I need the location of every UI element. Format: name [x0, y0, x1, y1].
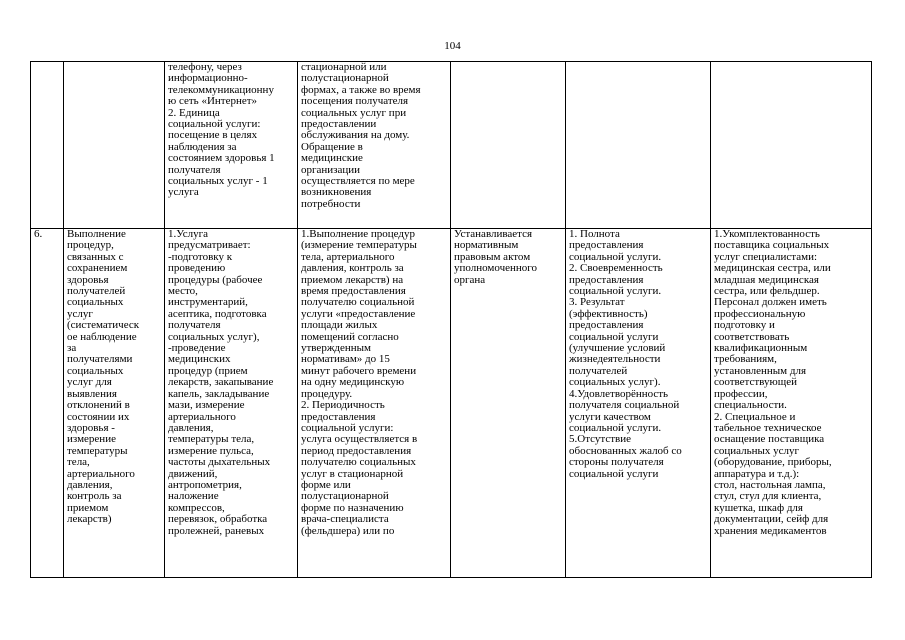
service-terms-cell: стационарной или полустационарной формах, а также во время посещения получателя социальных услуг при предоставлении обслуживания на дому. Обращение в медицинские организации осуществляется по мере возникновения потребности [298, 62, 451, 229]
table-row [31, 229, 872, 578]
quality-indicators-cell: 1. Полнота предоставления социальной услуги. 2. Своевременность предоставления социальной услуги. 3. Результат (эффективность) предоставления социальной услуги (улучшение условий жизнедеятельности получателей социальных услуг). 4.Удовлетворённость получателя социальной услуги качеством социальной услуги. 5.Отсутствие обоснованных жалоб со стороны получателя социальной услуги [566, 229, 711, 578]
service-name-cell: Выполнение процедур, связанных с сохранением здоровья получателей социальных услуг (систематическ ое наблюдение за получателями социальных услуг для выявления отклонений в состоянии их здоровья - измерение температуры тела, артериального давления, контроль за приемом лекарств) [64, 229, 165, 578]
conditions-cell: 1.Укомплектованность поставщика социальных услуг специалистами: медицинская сестра, или младшая медицинская сестра, или фельдшер. Персонал должен иметь профессиональную подготовку и соответствовать квалификационным требованиям, установленным для соответствующей профессии, специальности. 2. Специальное и табельное техническое оснащение поставщика социальных услуг (оборудование, приборы, аппаратура и т.д.): стол, настольная лампа, стул, стул для клиента, кушетка, шкаф для документации, сейф для хранения медикаментов [711, 229, 872, 578]
conditions-cell [711, 62, 872, 229]
tariff-cell: Устанавливается нормативным правовым актом уполномоченного органа [451, 229, 566, 578]
row-number-cell [31, 62, 64, 229]
table-row [31, 62, 872, 229]
page-number: 104 [444, 40, 461, 52]
quality-indicators-cell [566, 62, 711, 229]
service-description-cell: 1.Услуга предусматривает: -подготовку к проведению процедуры (рабочее место, инструментарий, асептика, подготовка получателя социальных услуг), -проведение медицинских процедур (прием лекарств, закапывание капель, закладывание мази, измерение артериального давления, температуры тела, измерение пульса, частоты дыхательных движений, антропометрия, наложение компрессов, перевязок, обработка пролежней, раневых [165, 229, 298, 578]
services-table [30, 61, 872, 578]
service-name-cell [64, 62, 165, 229]
tariff-cell [451, 62, 566, 229]
row-number-cell: 6. [31, 229, 64, 578]
service-terms-cell: 1.Выполнение процедур (измерение температуры тела, артериального давления, контроль за приемом лекарств) на время предоставления получателю социальной услуги «предоставление площади жилых помещений согласно утвержденным нормативам» до 15 минут рабочего времени на одну медицинскую процедуру. 2. Периодичность предоставления социальной услуги: услуга осуществляется в период предоставления получателю социальных услуг в стационарной форме или полустационарной форме по назначению врача-специалиста (фельдшера) или по [298, 229, 451, 578]
service-description-cell: телефону, через информационно- телекоммуникационну ю сеть «Интернет» 2. Единица социальной услуги: посещение в целях наблюдения за состоянием здоровья 1 получателя социальных услуг - 1 услуга [165, 62, 298, 229]
